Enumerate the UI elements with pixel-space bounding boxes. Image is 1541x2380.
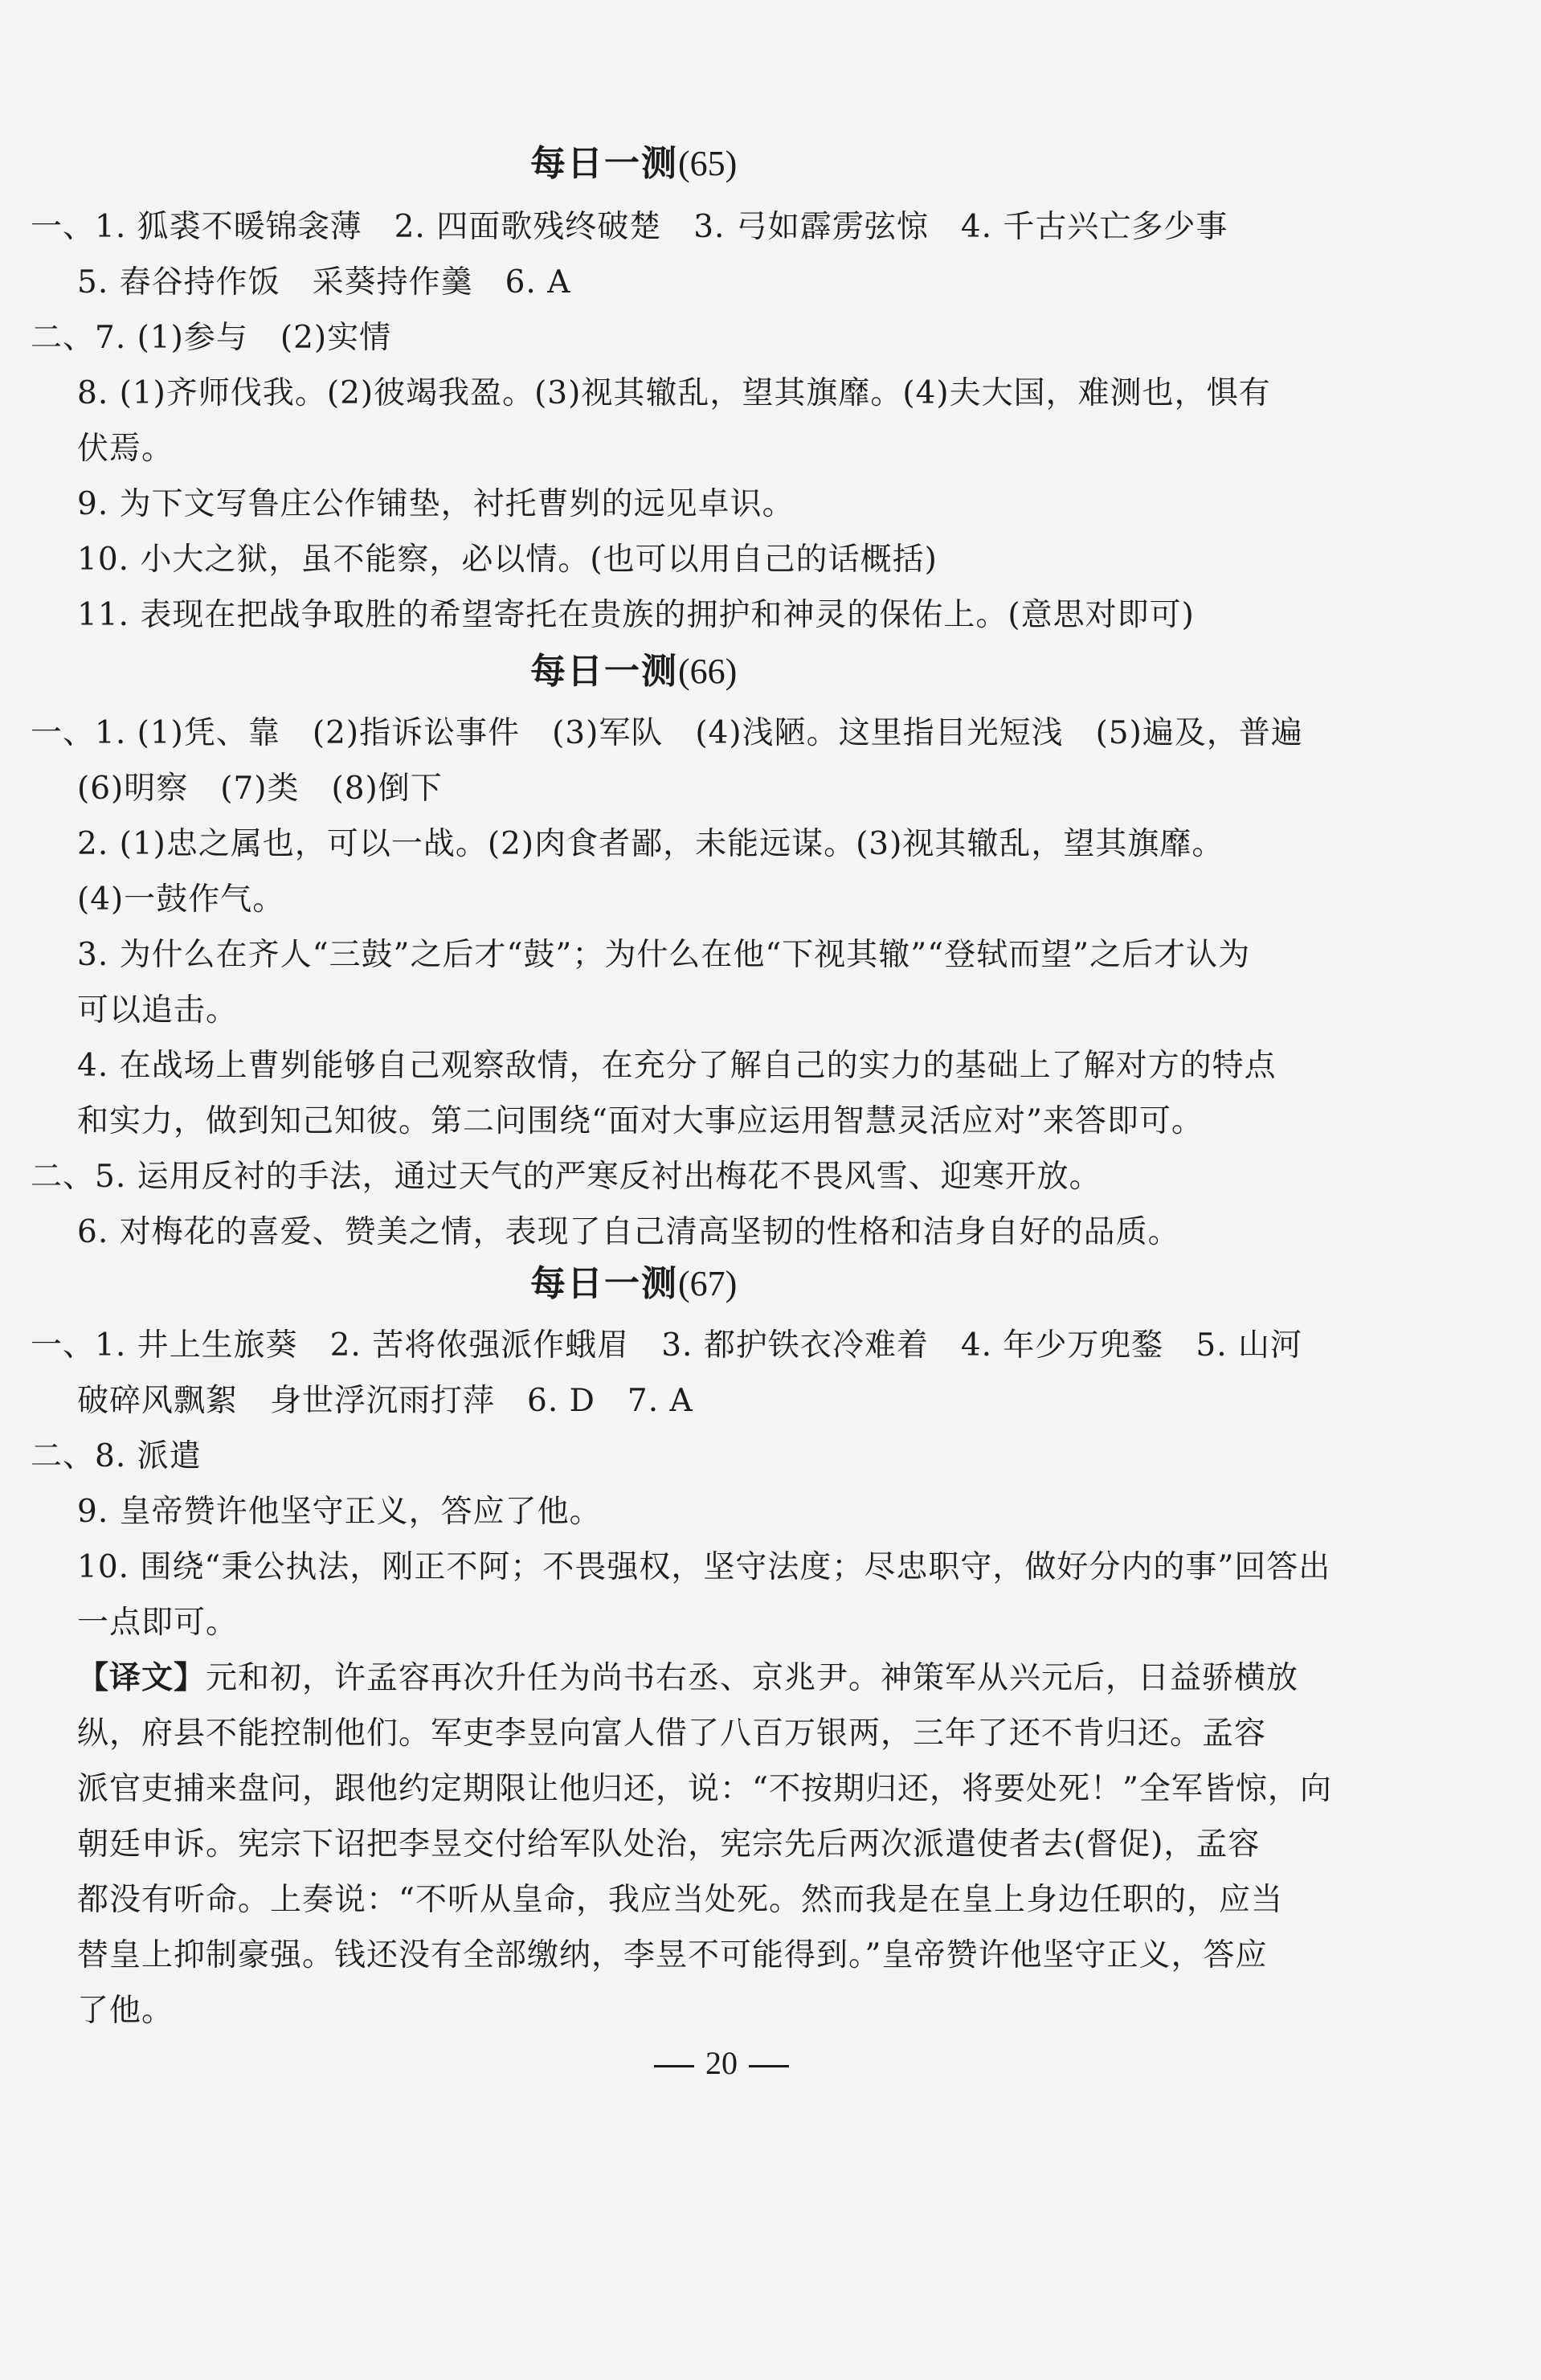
translation-line: 替皇上抑制豪强。钱还没有全部缴纳，李昱不可能得到。”皇帝赞许他坚守正义，答应 <box>77 1937 1268 1973</box>
answer-line: 4. 在战场上曹刿能够自己观察敌情，在充分了解自己的实力的基础上了解对方的特点 <box>77 1048 1277 1084</box>
translation-line: 朝廷申诉。宪宗下诏把李昱交付给军队处治，宪宗先后两次派遣使者去(督促)，孟容 <box>77 1826 1261 1863</box>
answer-line: 可以追击。 <box>77 992 239 1028</box>
answer-line: 破碎风飘絮 身世浮沉雨打萍 6. D 7. A <box>77 1383 693 1419</box>
answer-line: (6)明察 (7)类 (8)倒下 <box>77 771 443 807</box>
section-number: (66) <box>678 652 738 691</box>
translation-line <box>77 1659 1299 1696</box>
answer-line: 一、1. 井上生旅葵 2. 苦将侬强派作蛾眉 3. 都护铁衣冷难着 4. 年少万兜鍪 5. 山河 <box>31 1327 1303 1364</box>
translation-line: 纵，府县不能控制他们。军吏李昱向富人借了八百万银两，三年了还不肯归还。孟容 <box>77 1715 1267 1752</box>
translation-line: 派官吏捕来盘问，跟他约定期限让他归还，说：“不按期归还，将要处死！”全军皆惊，向 <box>77 1771 1332 1807</box>
answer-line: 和实力，做到知己知彼。第二问围绕“面对大事应运用智慧灵活应对”来答即可。 <box>77 1103 1204 1139</box>
answer-line: 9. 为下文写鲁庄公作铺垫，衬托曹刿的远见卓识。 <box>77 486 795 522</box>
translation-line: 了他。 <box>77 1993 174 2029</box>
answer-line: 6. 对梅花的喜爱、赞美之情，表现了自己清高坚韧的性格和洁身自好的品质。 <box>77 1214 1180 1250</box>
translation-line: 都没有听命。上奏说：“不听从皇命，我应当处死。然而我是在皇上身边任职的，应当 <box>77 1882 1283 1918</box>
answer-line: 二、7. (1)参与 (2)实情 <box>31 320 392 356</box>
section-title-66 <box>530 651 738 692</box>
section-title-65 <box>530 143 738 184</box>
answer-line: 一、1. 狐裘不暖锦衾薄 2. 四面歌残终破楚 3. 弓如霹雳弦惊 4. 千古兴亡多少事 <box>31 209 1228 245</box>
translation-label: 【译文】 <box>77 1659 206 1696</box>
page-number <box>643 2047 800 2079</box>
answer-line: 二、5. 运用反衬的手法，通过天气的严寒反衬出梅花不畏风雪、迎寒开放。 <box>31 1159 1102 1195</box>
answer-line: 3. 为什么在齐人“三鼓”之后才“鼓”；为什么在他“下视其辙”“登轼而望”之后才认为 <box>77 937 1251 973</box>
answer-line: 二、8. 派遣 <box>31 1438 202 1474</box>
page-number-dash-right <box>749 2065 789 2067</box>
answer-line: 10. 围绕“秉公执法，刚正不阿；不畏强权，坚守法度；尽忠职守，做好分内的事”回答出 <box>77 1549 1331 1585</box>
answer-line: 5. 舂谷持作饭 采葵持作羹 6. A <box>77 264 571 301</box>
section-title-text: 每日一测 <box>530 143 678 184</box>
page-number-text: 20 <box>705 2045 738 2081</box>
answer-line: 11. 表现在把战争取胜的希望寄托在贵族的拥护和神灵的保佑上。(意思对即可) <box>77 597 1195 633</box>
section-title-67 <box>530 1263 738 1304</box>
section-title-text: 每日一测 <box>530 651 678 692</box>
answer-line: 2. (1)忠之属也，可以一战。(2)肉食者鄙，未能远谋。(3)视其辙乱，望其旗靡。 <box>77 826 1224 862</box>
translation-text: 元和初，许孟容再次升任为尚书右丞、京兆尹。神策军从兴元后，日益骄横放 <box>206 1660 1299 1696</box>
section-title-text: 每日一测 <box>530 1263 678 1304</box>
answer-line: 伏焉。 <box>77 431 174 467</box>
section-number: (67) <box>678 1264 738 1303</box>
section-number: (65) <box>678 144 738 183</box>
answer-line: 10. 小大之狱，虽不能察，必以情。(也可以用自己的话概括) <box>77 542 938 578</box>
answer-line: 8. (1)齐师伐我。(2)彼竭我盈。(3)视其辙乱，望其旗靡。(4)夫大国，难测也，惧有 <box>77 375 1271 411</box>
answer-line: 9. 皇帝赞许他坚守正义，答应了他。 <box>77 1494 602 1530</box>
page-number-dash-left <box>654 2065 694 2067</box>
answer-line: 一点即可。 <box>77 1605 239 1641</box>
answer-line: (4)一鼓作气。 <box>77 881 285 918</box>
answer-line: 一、1. (1)凭、靠 (2)指诉讼事件 (3)军队 (4)浅陋。这里指目光短浅 (5)遍及，普遍 <box>31 715 1303 751</box>
